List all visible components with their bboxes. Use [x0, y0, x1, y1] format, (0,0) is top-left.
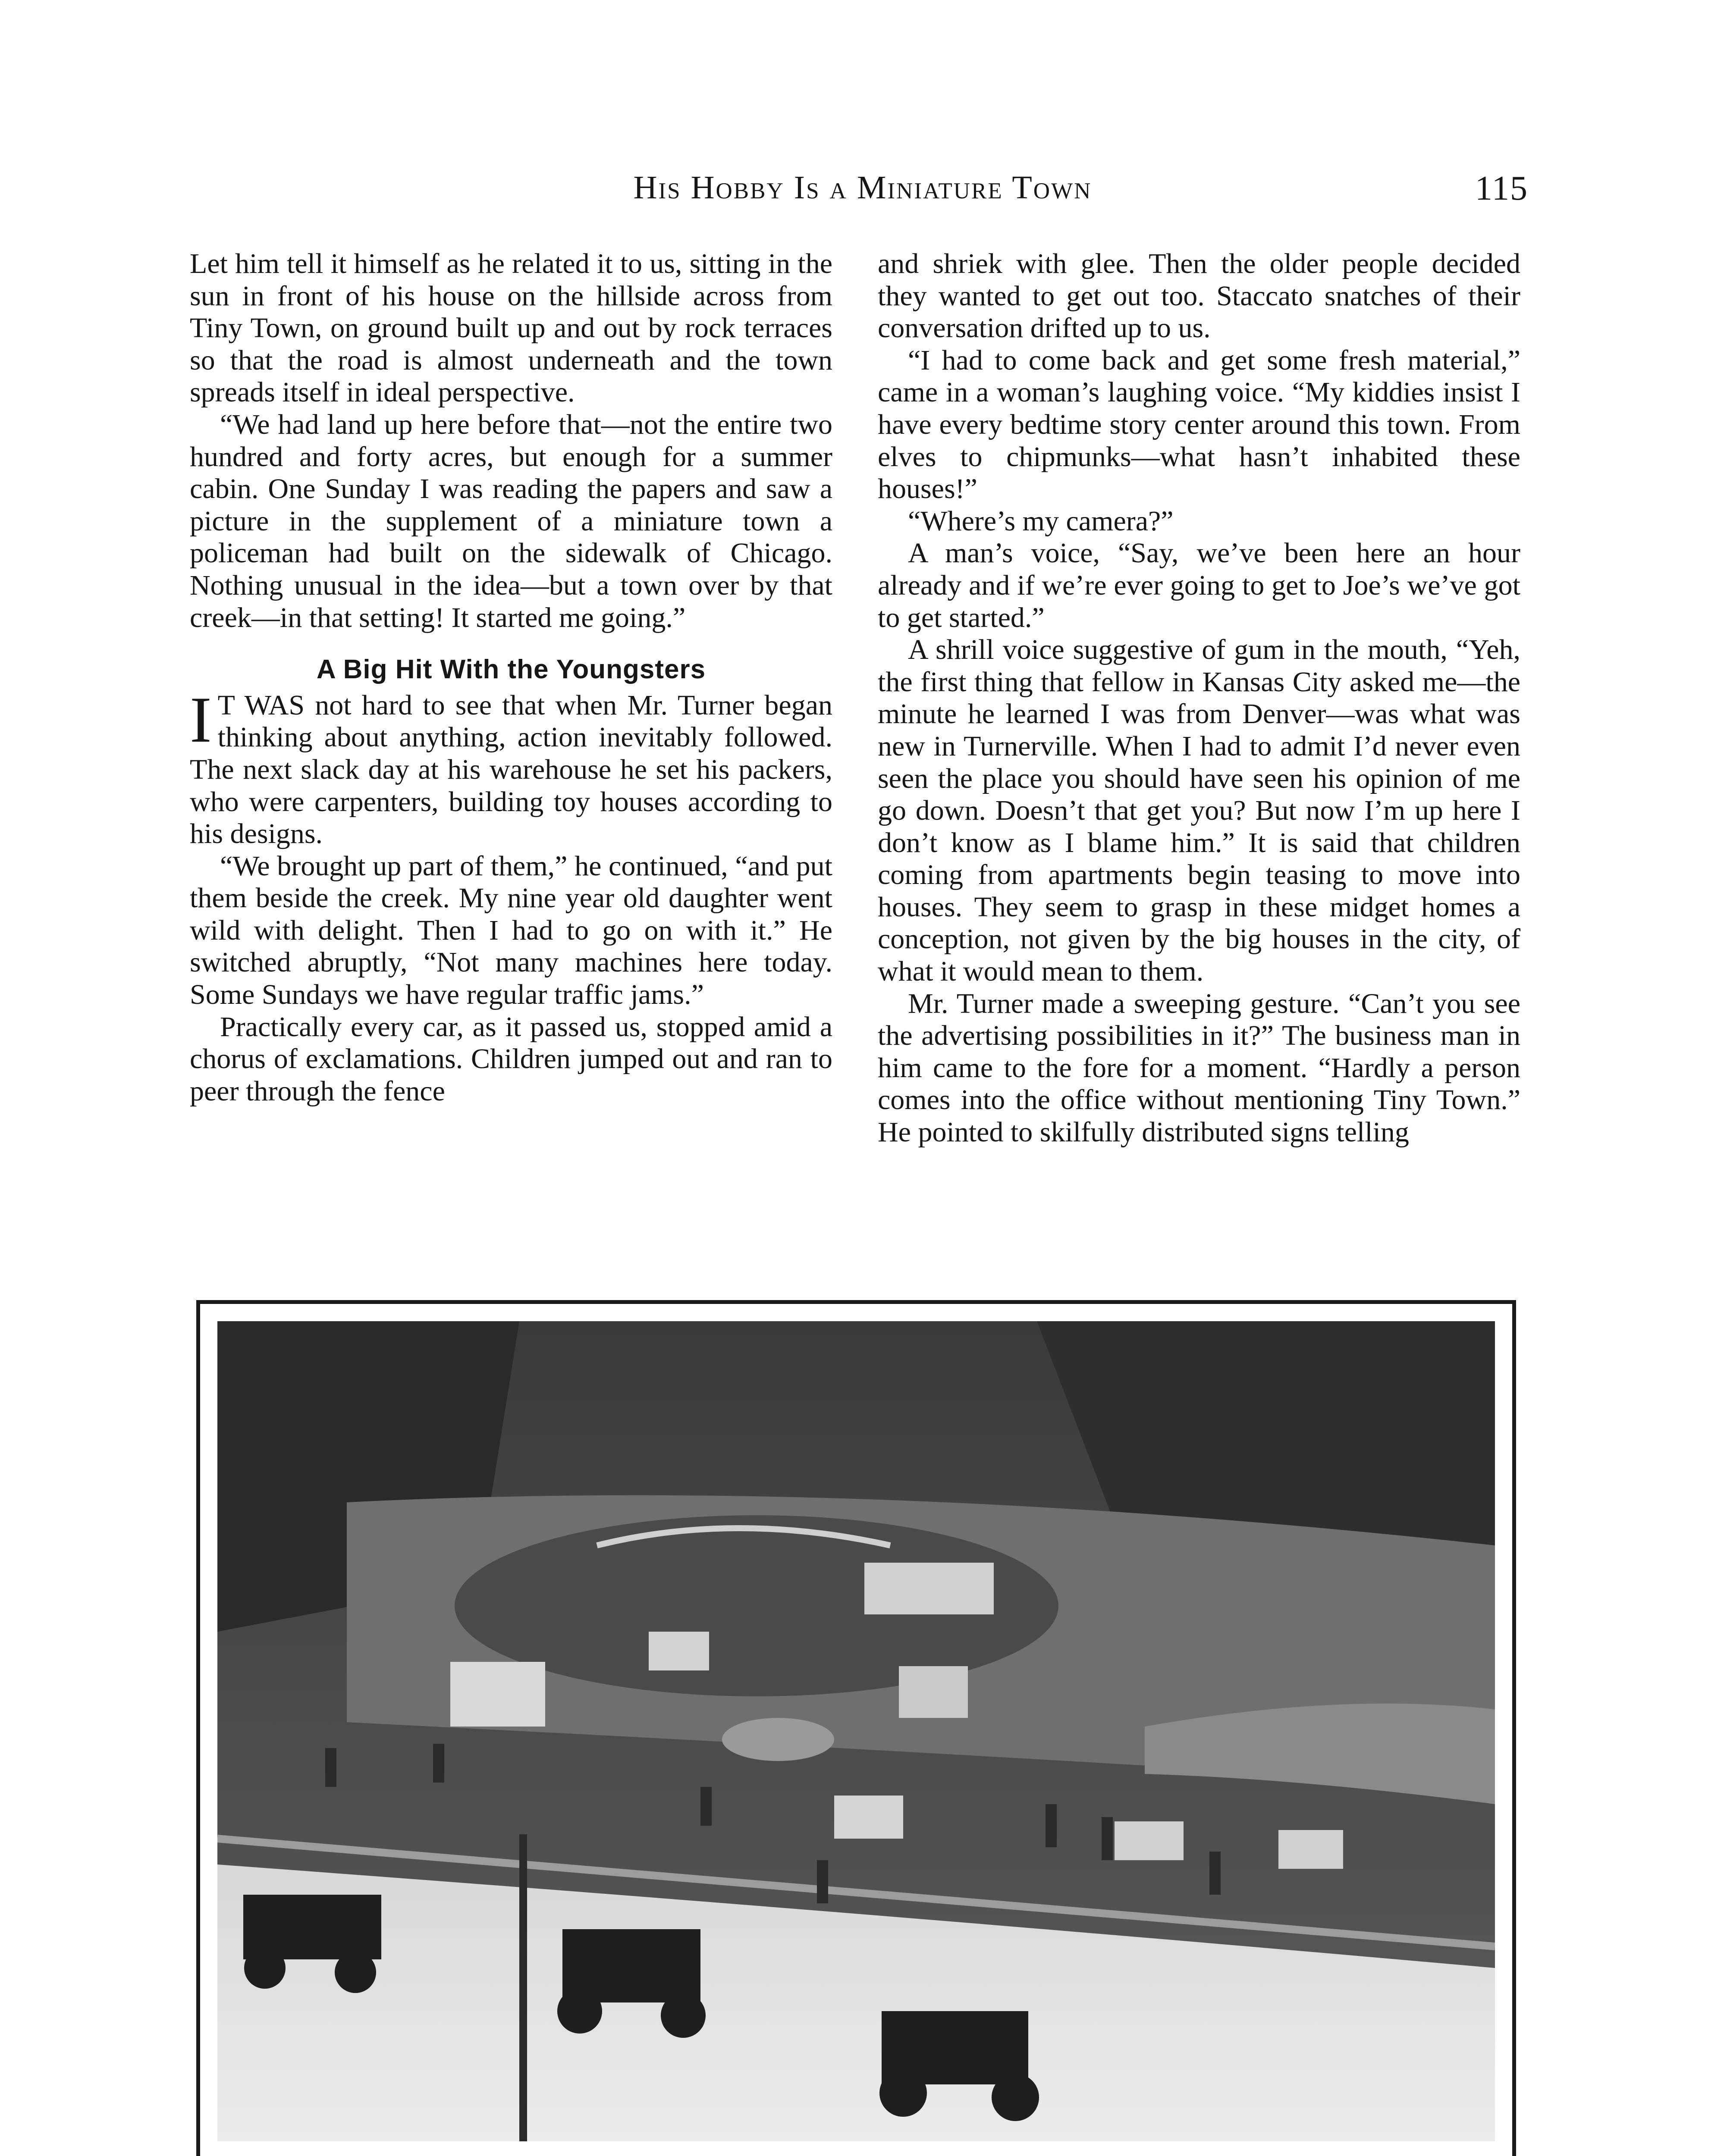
page-header [0, 169, 1727, 208]
paragraph: Mr. Turner made a sweeping gesture. “Can’t you see the advertising possibilities in it?” The business man in him came to the fore for a moment. “Hardly a person comes into the office without mentioning Tiny Town.” He pointed to skilfully distributed signs telling [878, 987, 1520, 1148]
paragraph: “We had land up here before that—not the entire two hundred and forty acres, but enough for a summer cabin. One Sunday I was reading the papers and saw a picture in the supplement of a miniature town a policeman had built on the sidewalk of Chicago. Nothing unusual in the idea—but a town over by that creek—in that setting! It started me going.” [190, 408, 832, 633]
telephone-pole [519, 1834, 527, 2141]
page-number: 115 [1475, 169, 1529, 207]
running-title: His Hobby Is a Miniature Town [633, 169, 1092, 206]
left-column [190, 248, 832, 1107]
paragraph: A man’s voice, “Say, we’ve been here an hour already and if we’re ever going to get to Joe’s we’ve got to get started.” [878, 537, 1520, 633]
dropcap-paragraph-text: not hard to see that when Mr. Turner began thinking about anything, action inevitably followed. The next slack day at his warehouse he set his packers, who were carpenters, building toy houses according to his designs. [190, 689, 833, 850]
section-subhead: A Big Hit With the Youngsters [316, 655, 706, 685]
paragraph: Practically every car, as it passed us, stopped amid a chorus of exclamations. Children jumped out and ran to peer through the fence [190, 1011, 832, 1107]
paragraph: “I had to come back and get some fresh material,” came in a woman’s laughing voice. “My kiddies insist I have every bedtime story center around this town. From elves to chipmunks—what hasn’t inhabited these houses!” [878, 344, 1520, 505]
village-square [722, 1718, 834, 1761]
miniature-house [1278, 1830, 1343, 1869]
dropcap-lead-in: T WAS [217, 689, 305, 721]
tourist-hotel [864, 1563, 994, 1614]
paragraph: “Where’s my camera?” [908, 505, 1174, 537]
paragraph: and shriek with glee. Then the older people decided they wanted to get out too. Staccato snatches of their conversation drifted up to us. [878, 248, 1520, 344]
paragraph: “We brought up part of them,” he continued, “and put them beside the creek. My nine year old daughter went wild with delight. Then I had to go on with it.” He switched abruptly, “Not many machines here today. Some Sundays we have regular traffic jams.” [190, 850, 832, 1011]
paragraph: A shrill voice suggestive of gum in the mouth, “Yeh, the first thing that fellow in Kansas City asked me—the minute he learned I was from Denver—was what was new in Turnerville. When I had to admit I’d never even seen the place you should have seen his opinion of me go down. Doesn’t that get you? But now I’m up here I don’t know as I blame him.” It is said that children coming from apartments begin teasing to move into houses. They seem to grasp in these midget homes a conception, not given by the big houses in the city, of what it would mean to them. [878, 634, 1520, 987]
paragraph: Let him tell it himself as he related it to us, sitting in the sun in front of his house on the hillside across from Tiny Town, on ground built up and out by rock terraces so that the road is almost underneath and the town spreads itself in ideal perspective. [190, 248, 832, 408]
dropcap-paragraph [190, 683, 833, 850]
miniature-house [1115, 1821, 1184, 1860]
photo-frame [196, 1300, 1516, 2156]
miniature-house [450, 1662, 545, 1727]
gothic-church [899, 1666, 968, 1718]
miniature-house [649, 1632, 709, 1670]
miniature-house [834, 1796, 903, 1839]
miniature-town-photo [217, 1321, 1495, 2141]
drop-cap: I [190, 683, 212, 756]
right-column [878, 248, 1520, 1149]
